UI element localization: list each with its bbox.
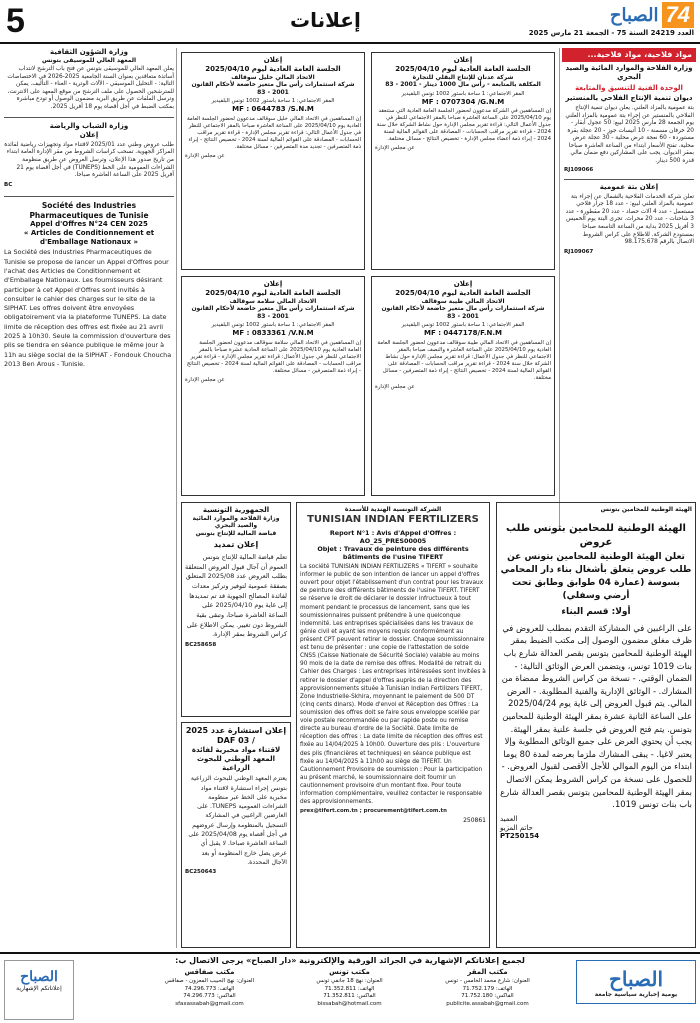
tax-id: MF : 0707304 /G.N.M <box>421 97 505 106</box>
assembly-notice <box>371 276 555 496</box>
footer-left-box <box>4 960 74 1020</box>
tifert-notice <box>296 502 490 948</box>
lawyers-subtitle: تعلن الهيئة الوطنية للمحامين بتونس عن طلب عروض يتعلق بأشغال بناء دار المحامي بسوسة (عمارة 04 طوابق وطابق تحت أرضي وسفلي) <box>500 551 692 601</box>
page-footer <box>0 952 700 1023</box>
notice-code: 250861 <box>463 817 486 825</box>
notice-body: إن المساهمين في الاتحاد المالي سلامة سوقالف مدعوون لحضور الجلسة العامة العادية يوم 2025/04/10 على الساعة الحادية عشرة صباحا بالمقر الاجتماعي للنظر في جدول الأعمال: قراءة تقرير مجلس الإدارة - قراءة تقرير مراقب الحسابات - المصادقة على القوائم المالية لسنة 2024 - تخصيص النتائج - إبراء ذمة المتصرفين - مسائل مختلفة. <box>186 339 361 374</box>
notice-subtitle: الوحدة الفنية للتنسيق والمتابعة <box>575 83 683 92</box>
office-card <box>142 968 277 1023</box>
logo-name: الصباح <box>609 4 659 26</box>
company-name: شركة عدنان للإنتاج البقلي للتجارة <box>412 73 514 81</box>
siphat-object: « Articles de Conditionnement et d'Emballage Nationaux » <box>23 228 155 246</box>
tifert-contact: prex@tifert.com.tn ; procurement@tifert.com.tn <box>300 808 447 815</box>
notice-code: BC <box>4 181 13 188</box>
office-card <box>420 968 555 1023</box>
tifert-header: الشركة التونسية الهندية للأسمدة <box>344 506 442 513</box>
lawyers-header: الهيئة الوطنية للمحامين بتونس <box>600 506 692 513</box>
office-name: مكتب صفاقس <box>184 968 235 976</box>
office-details: العنوان: نهج الحبيب المعزون - صفاقس الهاتف: 74.296.773 الفاكس: 74.296.773 sfaxassabah@gmail.com <box>164 978 255 1007</box>
notice-signature: عن مجلس الإدارة <box>185 376 225 383</box>
office-card <box>282 968 417 1023</box>
lawyers-notice <box>496 502 696 948</box>
office-details: العنوان: شارع محمد الخامس - تونس الهاتف: 71.752.179 الفاكس: 71.752.180 publicite.assabah@gmail.com <box>445 978 530 1007</box>
notice-heading: إعلان <box>453 56 473 64</box>
lawyers-body: على الراغبين في المشاركة التقدم بمطلب للعروض في ظرف مغلق مضمون الوصول إلى مكتب الضبط بمقر الهيئة الوطنية للمحامين بتونس بقصر العدالة شارع باب بنات 1019 تونس، ويتضمن العرض الوثائق التالية: - الضمان الوقتي. - نسخة من كراس الشروط ممضاة من المشارك. - الوثائق الإدارية والفنية المطلوبة. - العرض المالي. يتم قبول العروض إلى غاية يوم 2025/04/24 على الساعة الثانية عشرة بمقر الهيئة الوطنية للمحامين بتونس. يتم فتح العروض في جلسة علنية بمقر الهيئة. يجب أن يحتوي العرض على جميع الوثائق المطلوبة وإلا يعتبر لاغيا. - يبقى المشارك ملزما بعرضه لمدة 80 يوما ابتداء من اليوم الموالي للأجل الأقصى لقبول العروض. - للحصول على نسخة من كراس الشروط يمكن الاتصال بمقر الهيئة الوطنية للمحامين بتونس بقصر العدالة شارع باب بنات تونس 1019. <box>500 622 692 810</box>
notice-subtitle: إعلان <box>79 131 99 140</box>
notice-subtitle: لاقتناء مواد مخبرية لفائدة المعهد الوطني للبحوث الزراعية <box>191 746 281 772</box>
page-header <box>0 0 700 44</box>
notice-title: الجلسة العامة العادية ليوم 2025/04/10 <box>395 288 531 297</box>
tax-id: MF : 0833361 /V.N.M <box>232 329 314 338</box>
republic-label: الجمهورية التونسية <box>202 506 270 514</box>
footer-left-sub: إعلاناتكم الإشهارية <box>16 985 62 992</box>
tax-id: MF : 0447178/F.N.M <box>424 329 502 338</box>
notice-body: تعلم قباضة المالية للإنتاج بتونس العموم أن آجال قبول العروض المتعلقة بطلب العروض عدد 2025/08 المتعلق بصفقة عمومية لتوفير وتركيز معدات لفائدة المصالح الجهوية قد تم تمديدها إلى غاية يوم 2025/04/10 على الساعة العاشرة صباحا، وتبقى بقية الشروط دون تغيير. يمكن الاطلاع على كراس الشروط بمقر الإدارة. <box>185 553 287 639</box>
notice-signature: عن مجلس الإدارة <box>375 383 415 390</box>
notice-subtitle: المعهد العالي للموسيقى بتونس <box>41 56 137 64</box>
footer-logo-sub: يومية إخبارية سياسية جامعة <box>594 991 678 998</box>
signer-name: حاتم المزيو <box>500 823 533 832</box>
notice-body: إن المساهمين في الاتحاد المالي طيبة سوقالف مدعوون لحضور الجلسة العامة العادية يوم 2025/04/10 على الساعة العاشرة والنصف صباحا بالمقر الاجتماعي للنظر في جدول الأعمال: قراءة تقرير مجلس الإدارة حول نشاط الشركة خلال سنة 2024 - قراءة تقرير مراقب الحسابات - المصادقة على القوائم المالية لسنة 2024 - تخصيص النتائج - إبراء ذمة المتصرفين - مسائل مختلفة. <box>377 339 551 381</box>
section-title: إعلانات <box>290 8 361 32</box>
notice-body: إن المساهمين في الاتحاد المالي خليل سوقالف مدعوون لحضور الجلسة العامة العادية يوم 2025/04/10 على الساعة العاشرة صباحا بالمقر الاجتماعي للنظر في جدول الأعمال التالي: قراءة تقرير مجلس الإدارة - قراءة تقرير مراقب الحسابات - المصادقة على القوائم المالية لسنة 2024 - تخصيص النتائج - إبراء ذمة المتصرفين - تجديد مدة المتصرفين - مسائل مختلفة. <box>187 115 361 150</box>
notice-title: الجلسة العامة العادية ليوم 2025/04/10 <box>205 288 341 297</box>
signer-role: العميد <box>500 814 518 823</box>
newspaper-logo <box>574 2 694 28</box>
footer-logo <box>576 960 696 1004</box>
footer-logo-name: الصباح <box>608 967 664 991</box>
notice-body: إن المساهمين في الشركة مدعوون لحضور الجلسة العامة العادية التي ستنعقد يوم 2025/04/10 على الساعة العاشرة صباحا بالمقر الاجتماعي للنظر في جدول الأعمال التالي: قراءة تقرير مجلس الإدارة حول نشاط الشركة خلال سنة 2024 - قراءة تقرير مراقب الحسابات - المصادقة على القوائم المالية لسنة 2024 - إبراء ذمة أعضاء مجلس الإدارة - تخصيص النتائج - مسائل مختلفة. <box>376 108 551 143</box>
extension-notice <box>181 502 291 717</box>
logo-number: 74 <box>662 2 694 28</box>
company-law: المكلفة بالمتابعة - رأس مال 1000 دينار - 2001 - 83 <box>385 81 541 88</box>
consultation-notice <box>181 722 291 948</box>
notice-title: وزارة الشؤون الثقافية <box>50 48 128 56</box>
company-address: المقر الاجتماعي: 1 ساحة باستور 1002 تونس البلفيدير <box>401 322 525 328</box>
company-law: شركة استثمارات رأس مال متغير خاضعة لأحكام القانون 2001 - 83 <box>381 305 545 320</box>
notice-body: يعتزم المعهد الوطني للبحوث الزراعية بتونس إجراء استشارة لاقتناء مواد مخبرية على الخط عبر منظومة الشراءات العمومية TUNEPS. على العارضين الراغبين في المشاركة التسجيل بالمنظومة وإرسال عروضهم في أجل أقصاه يوم 2025/04/08 على الساعة العاشرة صباحا. لا يقبل أي عرض يصل خارج المنظومة أو بعد الآجال المحددة. <box>188 775 287 866</box>
notice-signature: عن مجلس الإدارة <box>185 152 225 159</box>
office-name: مكتب المقر <box>467 968 508 976</box>
right-column <box>562 48 696 528</box>
notice-code: PT250154 <box>500 832 540 841</box>
issue-line: العدد 24219 السنة 75 - الجمعة 21 مارس 2025 <box>528 29 694 37</box>
agri-banner: مواد فلاحية، مواد فلاحية... <box>562 48 696 62</box>
tifert-report: Report N°1 : Avis d'Appel d'Offres : AO_25_PRES00005 <box>329 529 457 545</box>
company-address: المقر الاجتماعي: 1 ساحة باستور 1002 تونس البلفيدير <box>401 90 525 97</box>
notice-title: إعلان استشارة عدد 2025 / DAF 03 <box>185 726 287 745</box>
footer-title: لجميع إعلاناتكم الإشهارية في الجرائد الورقية والإلكترونية «دار الصباح» يرجى الاتصال ب: <box>175 956 525 965</box>
notice-code: BC258658 <box>185 641 217 648</box>
company-address: المقر الاجتماعي: 1 ساحة باستور 1002 تونس البلفيدير <box>211 322 335 328</box>
siphat-subtitle: Appel d'Offres N°24 CEN 2025 <box>30 220 148 229</box>
footer-left-logo: الصباح <box>20 969 58 985</box>
company-name: الاتحاد المالي سلامة سوقالف <box>229 297 317 305</box>
notice-code: RJ109067 <box>564 248 594 255</box>
notice-title: إعلان تمديد <box>213 540 259 550</box>
assembly-notice <box>181 276 365 496</box>
tifert-body: La société TUNISIAN INDIAN FERTILIZERS « TIFERT » souhaite informer le public de son intention de lancer un appel d'offres ouvert pour objet l'établissement d'un contrat pour les travaux de peinture des différents bâtiments de l'usine TIFERT. TIFERT se réserve le droit de déclarer le dossier infructueux à tout moment pendant le processus de lancement, sans que les soumissionnaires puissent prétendre à une quelconque indemnité. Les entreprises spécialisées dans les travaux de génie civil et ayant les moyens requis conformément au présent CPT peuvent retirer le dossier. Chaque soumissionnaire est tenu de présenter : une copie de l'attestation de solde CNSS (Caisse Nationale de Sécurité Sociale) valable au moins 90 mois de la date de remise des offres. Modalité de retrait du Cahier des Charges : Les entreprises intéressées sont invitées à retirer le dossier d'appel d'offres auprès de la direction des approvisionnements située à Tunisian Indian Fertilizers TIFERT, Zone Industrielle-Skhira, moyennant le paiement de 500 DT (cinq cents dinars). Mode d'envoi et Réception des Offres : La soumission des offres doit se faire sous enveloppe scellée par voie postale recommandée ou par rapide poste ou remise directe au bureau d'ordre de la Société. Date limite de réception des offres : La date limite de réception des offres est fixée au 14/04/2025 à 10h00. Ouverture des plis : L'ouverture des plis (financières et techniques) en séance publique est fixée au 14/04/2025 à 11h00 au siège de TIFERT. Un Cautionnement Provisoire de soumission : Pour la participation au présent marché, le soumissionnaire doit fournir un cautionnement provisoire d'un montant fixe. Pour toute information complémentaire, veuillez contacter le responsable des approvisionnements. <box>300 564 486 806</box>
company-law: شركة استثمارات رأس مال متغير خاضعة لأحكام القانون 2001 - 83 <box>191 305 355 320</box>
notice-title: الجلسة العامة العادية ليوم 2025/04/10 <box>395 64 531 73</box>
lawyers-title: الهيئة الوطنية للمحامين بتونس طلب عروض <box>506 522 686 548</box>
column-divider <box>176 48 177 948</box>
notice-body: بتة عمومية بالمزاد العلني. يعلن ديوان تنمية الإنتاج الفلاحي بالمنستير عن إجراء بتة عمومية بالمزاد العلني يوم الجمعة 28 مارس 2025 لبيع: 50 عجول أبقار - 20 خرفان مسمنة - 10 أتيسات جوز - 20 عجلة بقرة مستوردة - 60 نعجة عرض محلية - 30 عجلة عرض محلية. تفتح الأسعار ابتداء من الساعة العاشرة صباحا بمقر الديوان. يجب على المشاركين دفع ضمان مالي قدره 500 دينار. <box>565 105 694 164</box>
notice-body: تعلن شركة الخدمات الفلاحية بالشمال عن إجراء بتة عمومية بالمزاد العلني لبيع: - عدد 18 جرار فلاحي مستعمل - عدد 4 آلات حصاد - عدد 20 مقطورة - عدد 3 شاحنات - عدد 20 محراث. تجرى البتة يوم الخميس 3 أفريل 2025 بداية من الساعة التاسعة صباحا بمستودع الشركة. للاطلاع على كراس الشروط الاتصال بالرقم 98.175.678 <box>565 193 694 246</box>
notice-heading: إعلان <box>263 56 283 64</box>
office-details: العنوان: نهج 18 جانفي تونس الهاتف: 71.352.811 الفاكس: 71.352.811 bissabah@hotmail.com <box>316 978 383 1007</box>
notice-body: يعلن المعهد العالي للموسيقى بتونس عن فتح باب الترشح لانتداب أساتذة متعاقدين بعنوان السنة الجامعية 2025-2026 في الاختصاصات التالية: - التحليل الموسيقي - الآلات الوترية - الغناء - التأليف. يمكن للمترشحين الحصول على ملف الترشح من موقع المعهد على الانترنت، وترسل الملفات عن طريق البريد مضمون الوصول أو تودع مباشرة بمكتب الضبط في أجل أقصاه يوم 18 أفريل 2025. <box>7 66 174 110</box>
company-address: المقر الاجتماعي: 1 ساحة باستور 1002 تونس البلفيدير <box>211 98 335 104</box>
office-name: مكتب تونس <box>329 968 370 976</box>
notice-signature: عن مجلس الإدارة <box>375 145 415 152</box>
notice-title: الجلسة العامة العادية ليوم 2025/04/10 <box>205 64 341 73</box>
notice-department: ديوان تنمية الإنتاج الفلاحي بالمنستير <box>565 94 693 103</box>
page-number: 5 <box>6 2 25 40</box>
notice-heading: إعلان <box>453 280 473 288</box>
notice-code: BC250643 <box>185 869 217 876</box>
lawyers-section: أولا: قسم البناء <box>561 606 631 617</box>
ministry-label: وزارة الفلاحة والموارد المائية والصيد البحري <box>192 514 280 530</box>
siphat-body: La Société des Industries Pharmaceutiques de Tunisie se propose de lancer un Appel d'Offres pour l'achat des Articles de Conditionnement et d'Emballage Nationaux. Les fournisseurs désirant participer à cet Appel d'Offres sont invités à consulter le cahier des charges sur le site de la SIPHAT. Les offres doivent être envoyées obligatoirement via la plateforme TUNEPS. La date limite de réception des offres est fixée au 21 avril 2025 à 10h30. Seule la commission d'ouverture des plis se tiendra en séance publique le même jour à 11h au siège social de la SIPHAT - Fondouk Choucha 2013 Ben Arous - Tunisie. <box>4 248 172 368</box>
assembly-notice <box>181 52 365 270</box>
agency-label: قباضة المالية للإنتاج بتونس <box>195 529 277 537</box>
notice-title: وزارة الفلاحة والموارد المائية والصيد البحري <box>565 64 693 81</box>
company-name: الاتحاد المالي طيبة سوقالف <box>421 297 505 305</box>
column-divider <box>559 48 560 528</box>
tifert-name: TUNISIAN INDIAN FERTILIZERS <box>307 513 479 525</box>
tifert-object: Objet : Travaux de peinture des différents bâtiments de l'usine TIFERT <box>317 545 469 561</box>
notice-code: RJ109066 <box>564 167 594 174</box>
left-column <box>4 48 174 948</box>
company-name: الاتحاد المالي خليل سوقالف <box>231 73 315 81</box>
notice-title: إعلان بتة عمومية <box>564 179 694 192</box>
tax-id: MF : 0644783 /S.N.M <box>232 105 314 114</box>
notice-title: وزارة الشباب والرياضة <box>49 122 129 131</box>
company-law: شركة استثمارات رأس مال متغير خاضعة لأحكام القانون 2001 - 83 <box>191 81 355 96</box>
siphat-title: Société des Industries Pharmaceutiques de Tunisie <box>29 201 149 220</box>
assembly-notice <box>371 52 555 270</box>
notice-heading: إعلان <box>263 280 283 288</box>
notice-body: طلب عروض وطني عدد 2025/01 لاقتناء مواد وتجهيزات رياضية لفائدة المراكز الجهوية. تسحب كراسات الشروط من مقر الإدارة العامة ابتداء من تاريخ صدور هذا الإعلان، وترسل العروض عن طريق منظومة الشراءات العمومية على الخط (TUNEPS) في أجل أقصاه يوم 21 أفريل 2025 على الساعة العاشرة صباحا. <box>4 141 174 179</box>
